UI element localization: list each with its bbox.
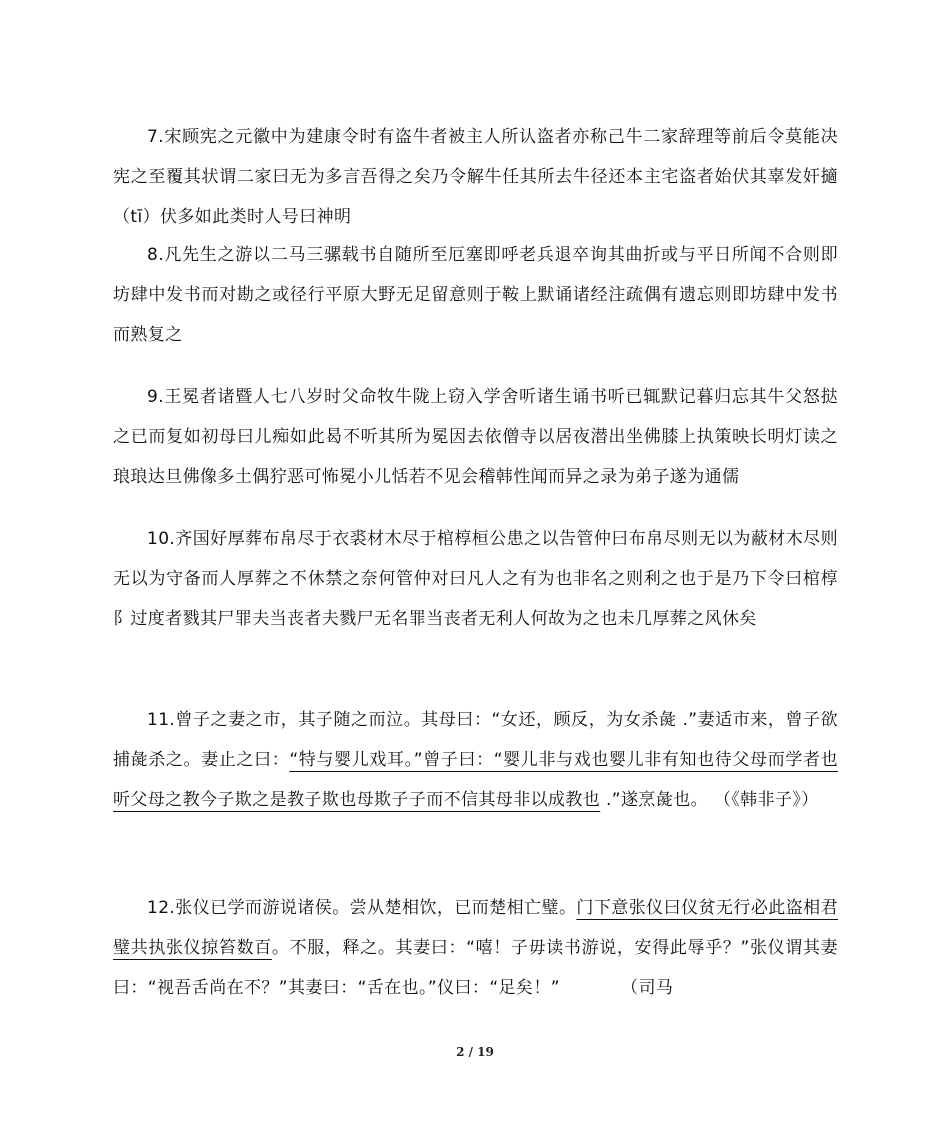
paragraph-10: 10.齐国好厚葬布帛尽于衣裘材木尽于棺椁桓公患之以告管仲曰布帛尽则无以为蔽材木尽则无以为守备而人厚葬之不休禁之奈何管仲对曰凡人之有为也非名之则利之也于是乃下令曰棺椁阝过度者戮其尸罪夫当丧者夫戮尸无名罪当丧者无利人何故为之也未几厚葬之风休矣 (113, 529, 838, 629)
paragraph-11 (113, 700, 838, 820)
paragraph-9: 9.王冕者诸暨人七八岁时父命牧牛陇上窃入学舍听诸生诵书听已辄默记暮归忘其牛父怒挞之已而复如初母曰儿痴如此曷不听其所为冕因去依僧寺以居夜潜出坐佛膝上执策映长明灯读之琅琅达旦佛像多土偶狞恶可怖冕小儿恬若不见会稽韩性闻而异之录为弟子遂为通儒 (113, 387, 838, 487)
paragraph-11-text: 11.曾子之妻之市，其子随之而泣。其母曰：“女还，顾反，为女杀彘 .”妻适市来，曾子欲捕彘杀之。妻止之曰： (113, 710, 838, 770)
paragraph-7: 7.宋顾宪之元徽中为建康令时有盗牛者被主人所认盗者亦称己牛二家辞理等前后令莫能决宪之至覆其状谓二家曰无为多言吾得之矣乃令解牛任其所去牛径还本主宅盗者始伏其辜发奸擿（tī）伏多如此类时人号曰神明 (113, 127, 838, 227)
paragraph-12 (113, 888, 838, 1008)
page-number: 2 / 19 (456, 1045, 494, 1059)
paragraph-12-text: 12.张仪已学而游说诸侯。尝从楚相饮，已而楚相亡璧。 (147, 898, 577, 918)
paragraph-8: 8.凡先生之游以二马三骡载书自随所至厄塞即呼老兵退卒询其曲折或与平日所闻不合则即坊肆中发书而对勘之或径行平原大野无足留意则于鞍上默诵诸经注疏偶有遗忘则即坊肆中发书而熟复之 (113, 245, 838, 345)
paragraph-11-text-end: .”遂烹彘也。 （《韩非子》） (600, 790, 819, 810)
paragraph-12-underlined-text: 门下意张仪曰仪贫无行必此盗相君璧共执张仪掠笞数百 (113, 898, 838, 958)
paragraph-11-underlined-text: “特与婴儿戏耳。”曾子曰：“婴儿非与戏也婴儿非有知也待父母而学者也听父母之教今子欺之是教子欺也母欺子子而不信其母非以成教也 (113, 750, 839, 810)
paragraph-12-text-end: 。不服，释之。其妻曰：“嘻！子毋读书游说，安得此辱乎？”张仪谓其妻曰：“视吾舌尚在不？”其妻曰：“舌在也。”仪曰：“足矣！” （司马 (113, 938, 838, 998)
